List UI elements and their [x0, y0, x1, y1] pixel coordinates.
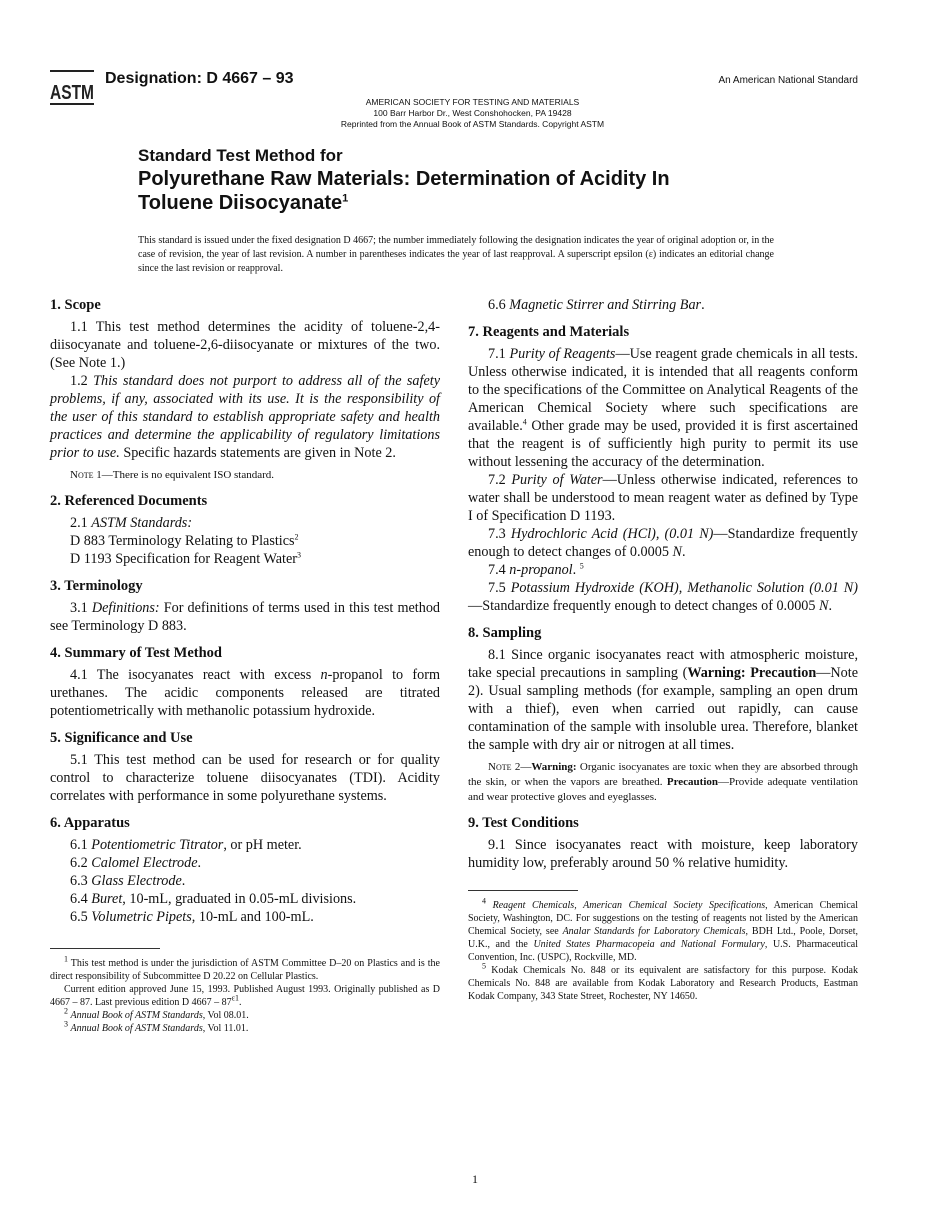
footnote-4: $^4$ Reagent Chemicals, American Chemical Society Specifications, American Chemical Society, Washington, DC. For suggestions on the testing of reagents not listed by the American Chemical Society, see Analar Standards for Laboratory Chemicals, BDH Ltd., Poole, Dorset, U.K., and the United States Pharmacopeia and National Formulary, U.S. Pharmaceutical Convention, Inc. (USPC), Rockville, MD. [468, 896, 858, 963]
apparatus-item: 6.1 Potentiometric Titrator, or pH meter. [70, 837, 302, 853]
section-heading-summary: 4. Summary of Test Method [50, 645, 222, 661]
title-footnote-mark[interactable]: 1 [342, 192, 349, 205]
footnote-divider [468, 890, 578, 891]
section-heading-referenced: 2. Referenced Documents [50, 493, 208, 509]
society-address: 100 Barr Harbor Dr., West Conshohocken, PA 19428 [373, 108, 572, 118]
ref-d1193: D 1193 Specification for Reagent Water$^3$ [70, 550, 301, 567]
right-column [468, 296, 858, 1003]
para-2-1: 2.1 ASTM Standards: [70, 515, 193, 531]
footnote-1: $^1$ This test method is under the jurisdiction of ASTM Committee D–20 on Plastics and is the direct responsibility of Subcommittee D 20.22 on Cellular Plastics. [50, 954, 440, 982]
footnote-2: $^2$ Annual Book of ASTM Standards, Vol 08.01. [64, 1006, 249, 1021]
para-1-2: 1.2 This standard does not purport to address all of the safety problems, if any, associated with its use. It is the responsibility of the user of this standard to establish appropriate safety and health practices and determine the applicability of regulatory limitations prior to use. Specific hazards statements are given in Note 2. [50, 373, 440, 461]
para-7-1: 7.1 Purity of Reagents—Use reagent grade chemicals in all tests. Unless otherwise indicated, it is intended that all reagents conform to the specifications of the Committee on Analytical Reagents of the American Chemical Society where such specifications are available.$^4$ Other grade may be used, provided it is first ascertained that the reagent is of sufficiently high purity to permit its use without lessening the accuracy of the determination. [468, 346, 859, 470]
section-heading-apparatus: 6. Apparatus [50, 815, 130, 831]
title-line-2: Polyurethane Raw Materials: Determination of Acidity In [138, 168, 670, 190]
section-heading-reagents: 7. Reagents and Materials [468, 324, 630, 340]
para-7-5: 7.5 Potassium Hydroxide (KOH), Methanolic Solution (0.01 N)—Standardize frequently enough to detect changes of 0.0005 N. [468, 580, 858, 614]
section-heading-significance: 5. Significance and Use [50, 730, 193, 746]
title-line-3: Toluene Diisocyanate$^1$ [138, 192, 349, 214]
title-line-1: Standard Test Method for [138, 146, 343, 165]
para-5-1: 5.1 This test method can be used for research or for quality control to characterize toluene diisocyanates (TDI). Acidity correlates with performance in some polyurethane systems. [50, 752, 440, 804]
apparatus-item: 6.2 Calomel Electrode. [70, 855, 202, 871]
para-8-1: 8.1 Since organic isocyanates react with atmospheric moisture, take special precautions in sampling (Warning: Precaution—Note 2). Usual sampling methods (for example, sampling an open drum with a thief), even when carried out rapidly, can cause contamination of the sample with insoluble urea. Therefore, blanket the sample with dry air or nitrogen at all times. [468, 647, 858, 753]
society-name: AMERICAN SOCIETY FOR TESTING AND MATERIALS [365, 97, 580, 107]
footnote-divider [50, 948, 160, 949]
apparatus-item: 6.3 Glass Electrode. [70, 873, 186, 889]
ref-d883: D 883 Terminology Relating to Plastics$^2$ [70, 532, 299, 549]
astm-logo-text: ASTM [50, 82, 94, 104]
section-heading-scope: 1. Scope [50, 297, 101, 313]
note-2: Note 2—Warning: Organic isocyanates are toxic when they are absorbed through the skin, or when the vapors are breathed. Precaution—Provide adequate ventilation and wear protective gloves and eyeglasses. [468, 761, 858, 803]
note-1: Note 1—There is no equivalent ISO standard. [70, 469, 275, 481]
american-national-standard: An American National Standard [718, 75, 858, 86]
footnote-5: $^5$ Kodak Chemicals No. 848 or its equivalent are satisfactory for this purpose. Kodak Chemicals No. 848 are available from Kodak Laboratory and Research Products, Eastman Kodak Company, 343 State Street, Rochester, NY 14650. [468, 961, 858, 1002]
reprint-notice: Reprinted from the Annual Book of ASTM Standards. Copyright ASTM [340, 119, 605, 129]
section-heading-terminology: 3. Terminology [50, 578, 143, 594]
footnote-3: $^3$ Annual Book of ASTM Standards, Vol 11.01. [64, 1019, 249, 1034]
para-7-3: 7.3 Hydrochloric Acid (HCl), (0.01 N)—Standardize frequently enough to detect changes of 0.0005 N. [468, 526, 858, 560]
para-4-1: 4.1 The isocyanates react with excess n-propanol to form urethanes. The acidic components released are titrated potentiometrically with methanolic potassium hydroxide. [50, 667, 440, 719]
document-title [138, 145, 838, 215]
left-column [50, 296, 440, 1035]
para-1-1: 1.1 This test method determines the acidity of toluene-2,4-diisocyanate and toluene-2,6-diisocyanate or mixtures of the two. (See Note 1.) [50, 319, 440, 371]
section-heading-conditions: 9. Test Conditions [468, 815, 579, 831]
footnote-1-edition: Current edition approved June 15, 1993. Published August 1993. Originally published as D 4667 – 87. Last previous edition D $4667 - 87^{\varepsilon 1}$. [50, 984, 440, 1008]
para-3-1: 3.1 Definitions: For definitions of terms used in this test method see Terminology D 883. [50, 600, 441, 634]
apparatus-item: 6.4 Buret, 10-mL, graduated in 0.05-mL divisions. [70, 891, 357, 907]
page-number: 1 [472, 1172, 478, 1186]
designation: Designation: D 4667 – 93 [105, 70, 294, 87]
para-7-4: 7.4 n-propanol. $^5$ [488, 561, 584, 578]
para-9-1: 9.1 Since isocyanates react with moisture, keep laboratory humidity low, preferably around 50 % relative humidity. [468, 837, 858, 871]
section-heading-sampling: 8. Sampling [468, 625, 542, 641]
para-7-2: 7.2 Purity of Water—Unless otherwise indicated, references to water shall be understood to mean reagent water as defined by Type I of Specification D 1193. [468, 472, 858, 524]
apparatus-item: 6.6 Magnetic Stirrer and Stirring Bar. [488, 297, 705, 313]
apparatus-item: 6.5 Volumetric Pipets, 10-mL and 100-mL. [70, 909, 314, 925]
standard-notice: This standard is issued under the fixed designation D 4667; the number immediately following the designation indicates the year of original adoption or, in the case of revision, the year of last revision. A number in parentheses indicates the year of last reapproval. A superscript epsilon (ε) indicates an editorial change since the last revision or reapproval. [138, 235, 774, 274]
